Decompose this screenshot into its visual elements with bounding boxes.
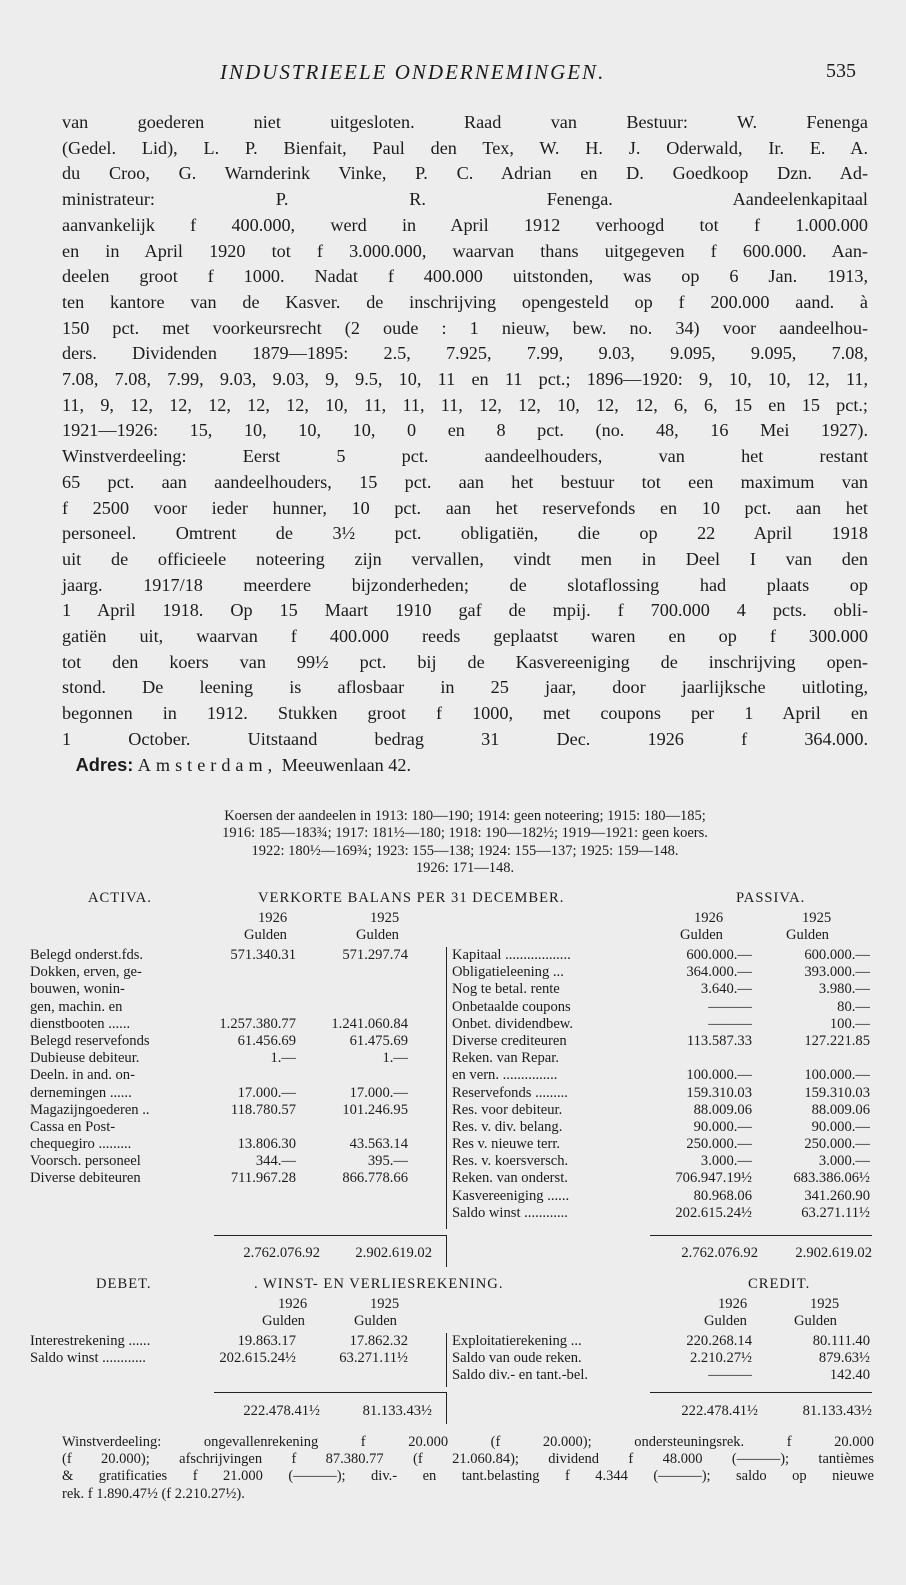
row-label: Belegd onderst.fds. [30, 947, 144, 963]
paragraph-line: ders. Dividenden 1879—1895: 2.5, 7.925, 7.99, 9.03, 9.095, 9.095, 7.08, [62, 343, 868, 364]
row-value-previous: 61.475.69 [349, 1032, 408, 1049]
row-value-previous: 90.000.— [811, 1118, 870, 1135]
row-value-current: 61.456.69 [237, 1032, 296, 1049]
row-label: dienstbooten ...... [30, 1015, 131, 1032]
table-row [30, 1033, 440, 1050]
row-value-current: 100.000.— [686, 1067, 752, 1084]
share-prices [70, 808, 860, 878]
balance-total-rule-left [214, 1235, 446, 1236]
profit-distribution-note [62, 1434, 874, 1503]
table-row [30, 1102, 440, 1119]
year-label: 1925 [810, 1296, 840, 1312]
row-label: Belegd reservefonds [30, 1032, 150, 1049]
row-value-current: 706.947.19½ [675, 1170, 752, 1187]
row-value-current: 19.863.17 [237, 1333, 296, 1349]
address-street: Meeuwenlaan 42. [281, 754, 412, 775]
paragraph-line: 150 pct. met voorkeursrecht (2 oude : 1 nieuw, bew. no. 34) voor aandeelhou- [62, 317, 868, 338]
row-label: Res v. nieuwe terr. [452, 1136, 561, 1153]
pl-totals [0, 1403, 906, 1420]
profit-loss-account [0, 1276, 906, 1426]
row-label: Exploitatierekening ... [452, 1333, 582, 1349]
unit-label: Gulden [262, 1313, 305, 1330]
passiva-label: PASSIVA. [736, 890, 806, 906]
row-label: Kapitaal .................. [452, 947, 571, 963]
row-label: Obligatieleening ... [452, 964, 564, 981]
row-value-current: 88.009.06 [693, 1101, 752, 1118]
row-label: Voorsch. personeel [30, 1153, 141, 1170]
row-label: Res. v. div. belang. [452, 1118, 563, 1135]
row-value-current: 2.210.27½ [689, 1350, 752, 1367]
table-row [452, 1067, 872, 1084]
row-value-current: 159.310.03 [686, 1084, 752, 1101]
pl-total-rule-right [650, 1392, 872, 1393]
row-value-current: 364.000.— [686, 964, 752, 981]
paragraph-line: 11, 9, 12, 12, 12, 12, 12, 10, 11, 11, 11, 12, 12, 10, 12, 12, 6, 6, 15 en 15 pct.; [62, 394, 868, 415]
row-value-previous: 341.260.90 [804, 1187, 870, 1204]
unit-label: Gulden [244, 927, 287, 944]
row-value-current: 17.000.— [237, 1084, 296, 1101]
row-label: Saldo van oude reken. [452, 1350, 582, 1367]
row-value-previous: 395.— [367, 1153, 408, 1170]
balance-divider [446, 947, 447, 1229]
year-label: 1925 [802, 910, 832, 926]
row-value-previous: 571.297.74 [342, 947, 408, 963]
row-value-previous: 159.310.03 [804, 1084, 870, 1101]
note-line: (f 20.000); afschrijvingen f 87.380.77 (f 21.060.84); dividend f 48.000 (———); tantièmes [62, 1451, 874, 1468]
row-value-previous: 63.271.11½ [801, 1204, 870, 1221]
year-label: 1926 [694, 910, 724, 926]
total-value: 222.478.41½ [243, 1403, 320, 1419]
total-value: 2.762.076.92 [243, 1245, 320, 1261]
paragraph-line: aanvankelijk f 400.000, werd in April 1912 verhoogd tot f 1.000.000 [62, 214, 868, 235]
row-label: Onbet. dividendbew. [452, 1015, 574, 1032]
table-row [452, 1119, 872, 1136]
unit-label: Gulden [794, 1313, 837, 1330]
credit-label: CREDIT. [748, 1276, 811, 1292]
paragraph-line: van goederen niet uitgesloten. Raad van Bestuur: W. Fenenga [62, 112, 868, 132]
note-line: Winstverdeeling: ongevallenrekening f 20.000 (f 20.000); ondersteuningsrek. f 20.000 [62, 1434, 874, 1450]
address-line [62, 753, 868, 779]
row-value-current: ——— [708, 1015, 752, 1032]
year-label: 1926 [278, 1296, 308, 1312]
row-value-previous: 600.000.— [804, 947, 870, 963]
table-row [30, 1136, 440, 1153]
row-label: Deeln. in and. on- [30, 1067, 135, 1084]
row-value-previous: 142.40 [829, 1367, 870, 1384]
year-label: 1926 [258, 910, 288, 926]
total-value: 81.133.43½ [362, 1403, 432, 1419]
row-value-current: 250.000.— [686, 1136, 752, 1153]
row-value-current: 1.257.380.77 [219, 1015, 296, 1032]
row-value-current: ——— [708, 998, 752, 1015]
pl-unit-row [0, 1313, 906, 1330]
row-value-current: 711.967.28 [230, 1170, 296, 1187]
row-value-current: 3.000.— [700, 1153, 752, 1170]
row-value-previous: 100.— [829, 1015, 870, 1032]
table-row [30, 964, 440, 981]
prices-line: 1926: 171—148. [415, 860, 515, 877]
row-value-previous: 63.271.11½ [339, 1350, 408, 1367]
row-label: Cassa en Post- [30, 1118, 116, 1135]
paragraph-line: 1921—1926: 15, 10, 10, 10, 0 en 8 pct. (no. 48, 16 Mei 1927). [62, 420, 868, 441]
row-label: Reken. van Repar. [452, 1050, 559, 1067]
row-value-previous: 866.778.66 [342, 1170, 408, 1187]
table-row [452, 1188, 872, 1205]
prices-line: 1916: 185—183¾; 1917: 181½—180; 1918: 190—182½; 1919—1921: geen koers. [222, 825, 708, 842]
paragraph-line: tot den koers van 99½ pct. bij de Kasvereeniging de inschrijving open- [62, 651, 868, 672]
pl-title: . WINST- EN VERLIESREKENING. [254, 1276, 504, 1292]
credit-rows [452, 1333, 872, 1385]
note-line: rek. f 1.890.47½ (f 2.210.27½). [62, 1485, 245, 1502]
table-row [452, 1367, 872, 1384]
unit-label: Gulden [704, 1313, 747, 1330]
table-row [452, 947, 872, 964]
table-row [452, 1085, 872, 1102]
total-value: 2.762.076.92 [681, 1245, 758, 1261]
debet-label: DEBET. [96, 1276, 152, 1292]
row-label: Saldo div.- en tant.-bel. [452, 1367, 589, 1384]
balance-sheet [0, 890, 906, 1320]
row-value-previous: 100.000.— [804, 1067, 870, 1084]
table-row [452, 1170, 872, 1187]
row-value-previous: 80.— [837, 998, 870, 1015]
row-value-current: 3.640.— [700, 981, 752, 998]
row-value-current: 118.780.57 [230, 1101, 296, 1118]
row-value-previous: 17.000.— [349, 1084, 408, 1101]
row-value-previous: 43.563.14 [349, 1136, 408, 1153]
company-paragraph [62, 110, 868, 778]
paragraph-line: 7.08, 7.08, 7.99, 9.03, 9.03, 9, 9.5, 10, 11 en 11 pct.; 1896—1920: 9, 10, 10, 12, 11, [62, 369, 868, 390]
paragraph-line: stond. De leening is aflosbaar in 25 jaar, door jaarlijksche uitloting, [62, 677, 868, 698]
paragraph-line: deelen groot f 1000. Nadat f 400.000 uitstonden, was op 6 Jan. 1913, [62, 266, 868, 287]
row-value-previous: 88.009.06 [811, 1101, 870, 1118]
total-value: 222.478.41½ [681, 1403, 758, 1419]
year-label: 1925 [370, 910, 400, 926]
unit-label: Gulden [786, 927, 829, 944]
paragraph-line: (Gedel. Lid), L. P. Bienfait, Paul den Tex, W. H. J. Oderwald, Ir. E. A. [62, 137, 868, 158]
row-value-previous: 101.246.95 [342, 1101, 408, 1118]
note-line: & gratificaties f 21.000 (———); div.- en tant.belasting f 4.344 (———); saldo op nieuwe [62, 1468, 874, 1485]
table-row [30, 947, 440, 964]
table-row [30, 1170, 440, 1187]
row-value-previous: 250.000.— [804, 1136, 870, 1153]
balance-unit-row [0, 927, 906, 944]
paragraph-line: f 2500 voor ieder hunner, 10 pct. aan het reservefonds en 10 pct. aan het [62, 497, 868, 518]
paragraph-line: du Croo, G. Warnderink Vinke, P. C. Adrian en D. Goedkoop Dzn. Ad- [62, 163, 868, 184]
paragraph-line: 65 pct. aan aandeelhouders, 15 pct. aan het bestuur tot een maximum van [62, 471, 868, 492]
paragraph-line: ministrateur: P. R. Fenenga. Aandeelenkapitaal [62, 189, 868, 210]
row-value-current: 344.— [255, 1153, 296, 1170]
table-row [452, 1153, 872, 1170]
table-row [30, 1067, 440, 1084]
row-value-current: 90.000.— [693, 1118, 752, 1135]
table-row [452, 964, 872, 981]
row-value-current: 13.806.30 [237, 1136, 296, 1153]
row-value-current: 202.615.24½ [219, 1350, 296, 1367]
total-value: 81.133.43½ [802, 1403, 872, 1419]
row-label: Saldo winst ............ [452, 1204, 568, 1221]
table-row [452, 1050, 872, 1067]
paragraph-line: uit de officieele noteering zijn vervallen, vindt men in Deel I van den [62, 548, 868, 569]
row-label: Diverse crediteuren [452, 1032, 567, 1049]
paragraph-line: 1 April 1918. Op 15 Maart 1910 gaf de mpij. f 700.000 4 pcts. obli- [62, 600, 868, 621]
table-row [30, 1153, 440, 1170]
pl-year-row [0, 1296, 906, 1313]
row-value-current: 220.268.14 [686, 1333, 752, 1349]
paragraph-line: gatiën uit, waarvan f 400.000 reeds geplaatst waren en op f 300.000 [62, 626, 868, 647]
row-label: dernemingen ...... [30, 1084, 132, 1101]
page-number: 535 [826, 60, 856, 82]
unit-label: Gulden [354, 1313, 397, 1330]
row-label: Dokken, erven, ge- [30, 964, 142, 981]
table-row [30, 981, 440, 998]
row-label: gen, machin. en [30, 998, 123, 1015]
table-row [452, 1016, 872, 1033]
row-value-previous: 1.241.060.84 [331, 1015, 408, 1032]
row-label: chequegiro ......... [30, 1136, 132, 1153]
table-row [452, 1102, 872, 1119]
table-row [30, 1050, 440, 1067]
row-label: Res. v. koersversch. [452, 1153, 569, 1170]
row-value-current: 600.000.— [686, 947, 752, 963]
row-label: Saldo winst ............ [30, 1350, 146, 1367]
table-row [452, 1350, 872, 1367]
table-row [30, 1085, 440, 1102]
row-label: bouwen, wonin- [30, 981, 125, 998]
prices-line: Koersen der aandeelen in 1913: 180—190; 1914: geen noteering; 1915: 180—185; [224, 808, 706, 824]
paragraph-line: en in April 1920 tot f 3.000.000, waarvan thans uitgegeven f 600.000. Aan- [62, 240, 868, 261]
unit-label: Gulden [680, 927, 723, 944]
row-label: Interestrekening ...... [30, 1333, 151, 1349]
paragraph-line: jaarg. 1917/18 meerdere bijzonderheden; de slotaflossing had plaats op [62, 574, 868, 595]
row-value-previous: 1.— [382, 1050, 408, 1067]
prices-line: 1922: 180½—169¾; 1923: 155—138; 1924: 155—137; 1925: 159—148. [251, 842, 679, 859]
row-label: Magazijngoederen .. [30, 1101, 150, 1118]
address-city: Amsterdam, [137, 754, 278, 775]
balance-totals [0, 1245, 906, 1262]
balance-title: VERKORTE BALANS PER 31 DECEMBER. [258, 890, 565, 906]
table-row [452, 981, 872, 998]
table-row [30, 1333, 440, 1350]
table-row [452, 1333, 872, 1350]
row-value-current: 113.587.33 [686, 1032, 752, 1049]
table-row [30, 1119, 440, 1136]
table-row [30, 1016, 440, 1033]
paragraph-line: 1 October. Uitstaand bedrag 31 Dec. 1926 f 364.000. [62, 728, 868, 749]
passiva-rows [452, 947, 872, 1222]
table-row [452, 1033, 872, 1050]
balance-total-rule-right [650, 1235, 872, 1236]
row-label: Kasvereeniging ...... [452, 1187, 570, 1204]
total-value: 2.902.619.02 [795, 1245, 872, 1261]
paragraph-line: ten kantore van de Kasver. de inschrijving opengesteld op f 200.000 aand. à [62, 291, 868, 312]
row-value-current: 202.615.24½ [675, 1204, 752, 1221]
row-value-previous: 3.000.— [818, 1153, 870, 1170]
table-row [30, 1350, 440, 1367]
row-value-current: 1.— [270, 1050, 296, 1067]
row-label: Nog te betal. rente [452, 981, 560, 998]
table-row [452, 1136, 872, 1153]
row-label: Onbetaalde coupons [452, 998, 571, 1015]
pl-divider [446, 1333, 447, 1387]
row-value-previous: 393.000.— [804, 964, 870, 981]
row-value-previous: 80.111.40 [812, 1333, 870, 1349]
debet-rows [30, 1333, 440, 1367]
row-value-previous: 3.980.— [818, 981, 870, 998]
row-value-previous: 683.386.06½ [793, 1170, 870, 1187]
row-label: Res. voor debiteur. [452, 1101, 563, 1118]
table-row [452, 999, 872, 1016]
row-value-previous: 17.862.32 [349, 1333, 408, 1349]
row-value-previous: 879.63½ [818, 1350, 870, 1367]
total-value: 2.902.619.02 [355, 1245, 432, 1261]
row-label: en vern. ............... [452, 1067, 558, 1084]
row-value-current: ——— [708, 1367, 752, 1384]
activa-label: ACTIVA. [88, 890, 152, 906]
table-row [30, 999, 440, 1016]
paragraph-line: begonnen in 1912. Stukken groot f 1000, met coupons per 1 April en [62, 703, 868, 724]
running-title: INDUSTRIEELE ONDERNEMINGEN. [220, 60, 606, 84]
year-label: 1926 [718, 1296, 748, 1312]
paragraph-line: personeel. Omtrent de 3½ pct. obligatiën, die op 22 April 1918 [62, 523, 868, 544]
activa-rows [30, 947, 440, 1188]
balance-year-row [0, 910, 906, 927]
year-label: 1925 [370, 1296, 400, 1312]
table-row [452, 1205, 872, 1222]
pl-total-rule-left [214, 1392, 446, 1393]
unit-label: Gulden [356, 927, 399, 944]
row-value-current: 80.968.06 [693, 1187, 752, 1204]
row-value-previous: 127.221.85 [804, 1032, 870, 1049]
address-label: Adres: [75, 754, 134, 775]
page-header [0, 58, 906, 88]
row-label: Diverse debiteuren [30, 1170, 141, 1187]
balance-heading [0, 890, 906, 910]
pl-heading [0, 1276, 906, 1296]
row-label: Dubieuse debiteur. [30, 1050, 140, 1067]
row-value-current: 571.340.31 [230, 947, 296, 963]
row-label: Reken. van onderst. [452, 1170, 568, 1187]
paragraph-line: Winstverdeeling: Eerst 5 pct. aandeelhouders, van het restant [62, 446, 868, 467]
row-label: Reservefonds ......... [452, 1084, 568, 1101]
